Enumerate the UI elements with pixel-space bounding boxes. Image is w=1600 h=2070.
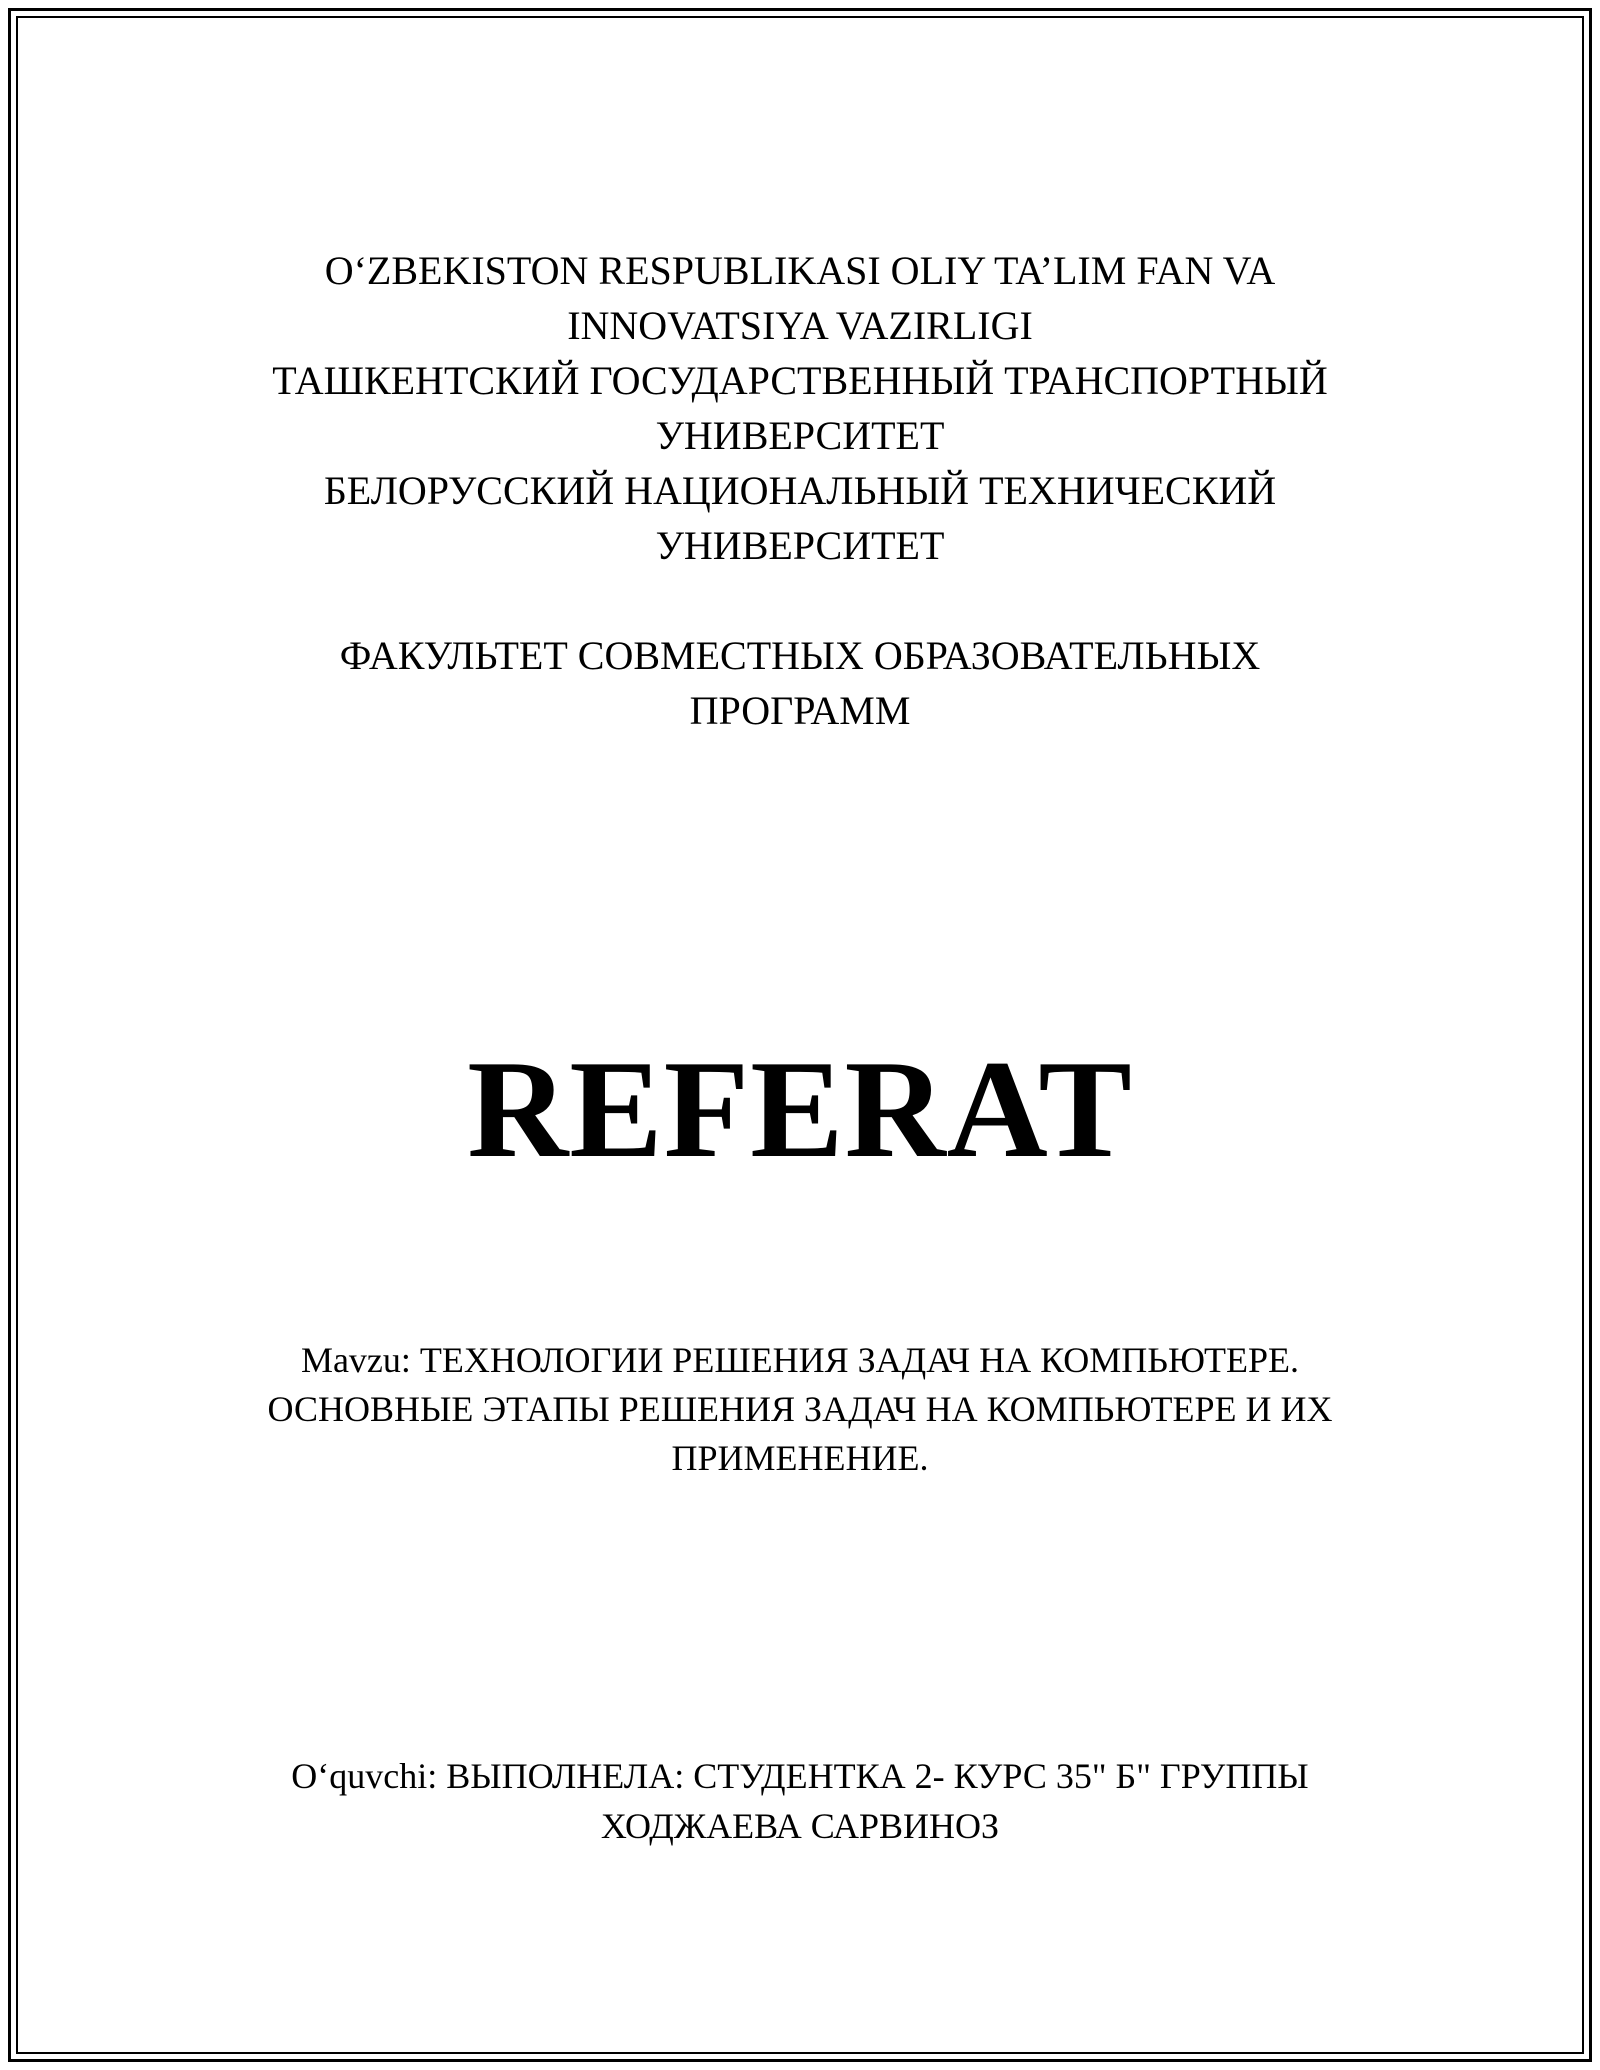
header-line: INNOVATSIYA VAZIRLIGI: [567, 303, 1033, 348]
institution-header: [0, 243, 1600, 573]
header-line: ТАШКЕНТСКИЙ ГОСУДАРСТВЕННЫЙ ТРАНСПОРТНЫЙ: [272, 358, 1328, 403]
student-block: [0, 1751, 1600, 1851]
student-line: ХОДЖАЕВА САРВИНОЗ: [600, 1806, 1000, 1846]
student-line: O‘quvchi: ВЫПОЛНЕЛА: СТУДЕНТКА 2- КУРС 35" Б" ГРУППЫ: [291, 1756, 1309, 1796]
faculty-line: ПРОГРАММ: [689, 688, 911, 733]
topic-block: [0, 1336, 1600, 1483]
header-line: УНИВЕРСИТЕТ: [655, 523, 945, 568]
header-line: O‘ZBEKISTON RESPUBLIKASI OLIY TA’LIM FAN VA: [324, 248, 1276, 293]
topic-line: Mavzu: ТЕХНОЛОГИИ РЕШЕНИЯ ЗАДАЧ НА КОМПЬЮТЕРЕ.: [300, 1340, 1300, 1380]
faculty-line: ФАКУЛЬТЕТ СОВМЕСТНЫХ ОБРАЗОВАТЕЛЬНЫХ: [339, 633, 1261, 678]
faculty-name: [0, 628, 1600, 738]
header-line: БЕЛОРУССКИЙ НАЦИОНАЛЬНЫЙ ТЕХНИЧЕСКИЙ: [323, 468, 1277, 513]
header-line: УНИВЕРСИТЕТ: [655, 413, 945, 458]
document-title: REFERAT: [467, 1032, 1133, 1187]
topic-line: ОСНОВНЫЕ ЭТАПЫ РЕШЕНИЯ ЗАДАЧ НА КОМПЬЮТЕРЕ И ИХ: [267, 1389, 1333, 1429]
topic-line: ПРИМЕНЕНИЕ.: [671, 1438, 929, 1478]
